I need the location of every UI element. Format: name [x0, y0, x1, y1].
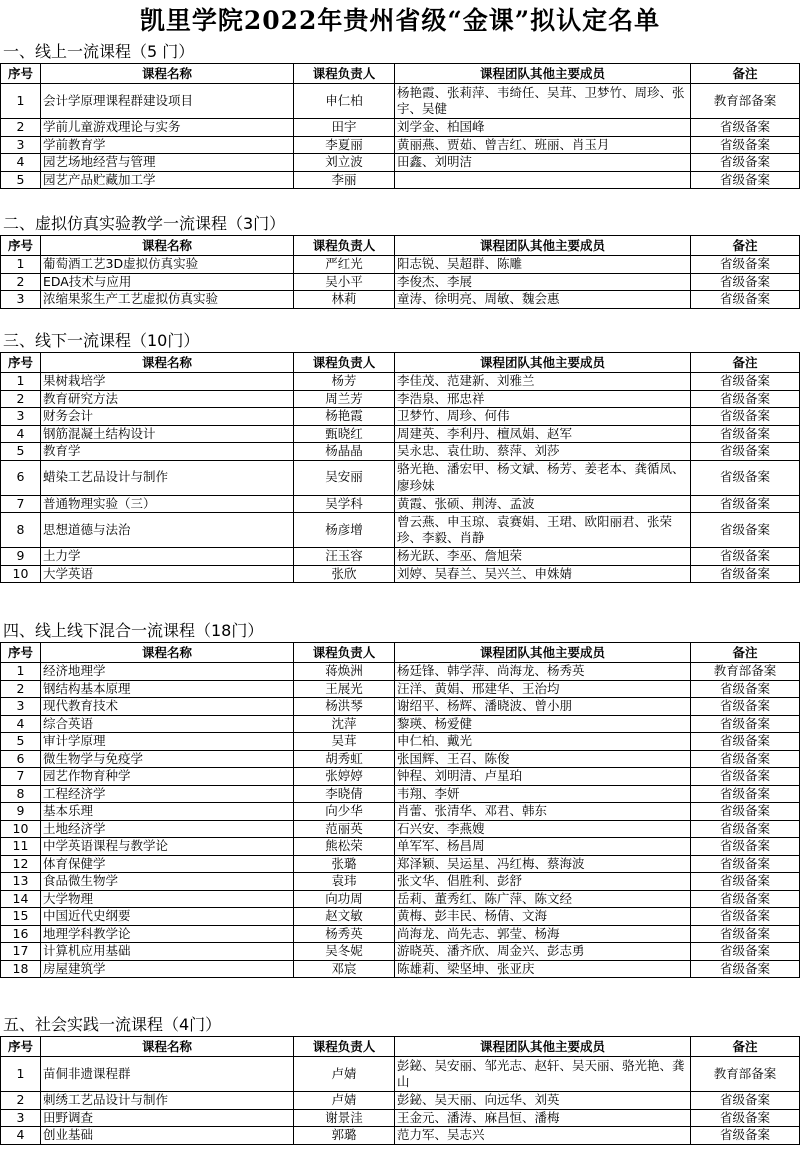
course-lead: 蒋焕洲 — [294, 663, 395, 681]
table-row — [1, 908, 800, 926]
table-row — [1, 1092, 800, 1110]
course-lead: 张婷婷 — [294, 768, 395, 786]
course-lead: 胡秀虹 — [294, 750, 395, 768]
row-index: 5 — [1, 171, 41, 189]
table-row — [1, 715, 800, 733]
course-name: 微生物学与免疫学 — [41, 750, 294, 768]
remark: 省级备案 — [691, 838, 800, 856]
course-lead: 田宇 — [294, 119, 395, 137]
course-name: 基本乐理 — [41, 803, 294, 821]
team-members: 范力军、吴志兴 — [395, 1127, 691, 1145]
course-table — [0, 63, 800, 189]
row-index: 3 — [1, 291, 41, 309]
header-index: 序号 — [1, 1037, 41, 1057]
course-lead: 杨洪琴 — [294, 698, 395, 716]
remark: 省级备案 — [691, 768, 800, 786]
row-index: 7 — [1, 768, 41, 786]
team-members: 张国辉、王召、陈俊 — [395, 750, 691, 768]
team-members: 石兴安、李燕嫂 — [395, 820, 691, 838]
section-social-practice — [0, 1014, 800, 1145]
course-lead: 林莉 — [294, 291, 395, 309]
row-index: 4 — [1, 1127, 41, 1145]
team-members: 黎瑛、杨爱健 — [395, 715, 691, 733]
header-course-lead: 课程负责人 — [294, 64, 395, 84]
team-members: 骆光艳、潘宏甲、杨文斌、杨芳、姜老本、龚循凤、廖珍妹 — [395, 460, 691, 495]
course-lead: 袁玮 — [294, 873, 395, 891]
table-row — [1, 171, 800, 189]
remark: 省级备案 — [691, 943, 800, 961]
header-team-members: 课程团队其他主要成员 — [395, 1037, 691, 1057]
row-index: 3 — [1, 408, 41, 426]
team-members: 游晓英、潘齐欣、周金兴、彭志勇 — [395, 943, 691, 961]
team-members: 阳志锐、吴超群、陈雕 — [395, 256, 691, 274]
remark: 省级备案 — [691, 119, 800, 137]
course-lead: 沈萍 — [294, 715, 395, 733]
course-lead: 严红光 — [294, 256, 395, 274]
course-name: 浓缩果浆生产工艺虚拟仿真实验 — [41, 291, 294, 309]
course-lead: 吴安丽 — [294, 460, 395, 495]
row-index: 8 — [1, 785, 41, 803]
table-row — [1, 443, 800, 461]
course-name: 学前教育学 — [41, 136, 294, 154]
team-members: 周建英、李利丹、檀凤娟、赵军 — [395, 425, 691, 443]
team-members: 刘婷、吴春兰、吴兴兰、申姝婧 — [395, 565, 691, 583]
course-lead: 杨艳霞 — [294, 408, 395, 426]
course-name: 土力学 — [41, 548, 294, 566]
course-lead: 李丽 — [294, 171, 395, 189]
table-row — [1, 119, 800, 137]
team-members: 曾云燕、申玉琼、袁赛娟、王珺、欧阳丽君、张荣珍、李毅、肖静 — [395, 513, 691, 548]
course-lead: 邓宸 — [294, 960, 395, 978]
table-row — [1, 136, 800, 154]
course-lead: 杨彦增 — [294, 513, 395, 548]
course-name: 田野调查 — [41, 1109, 294, 1127]
header-index: 序号 — [1, 64, 41, 84]
header-course-lead: 课程负责人 — [294, 236, 395, 256]
remark: 省级备案 — [691, 733, 800, 751]
row-index: 2 — [1, 1092, 41, 1110]
team-members: 李浩泉、邢忠祥 — [395, 390, 691, 408]
course-name: 财务会计 — [41, 408, 294, 426]
course-lead: 杨晶晶 — [294, 443, 395, 461]
remark: 教育部备案 — [691, 84, 800, 119]
course-lead: 李夏丽 — [294, 136, 395, 154]
row-index: 4 — [1, 425, 41, 443]
course-table — [0, 642, 800, 978]
table-row — [1, 890, 800, 908]
remark: 省级备案 — [691, 425, 800, 443]
row-index: 13 — [1, 873, 41, 891]
row-index: 14 — [1, 890, 41, 908]
table-row — [1, 733, 800, 751]
course-name: 工程经济学 — [41, 785, 294, 803]
table-row — [1, 925, 800, 943]
remark: 省级备案 — [691, 256, 800, 274]
row-index: 1 — [1, 84, 41, 119]
team-members: 卫梦竹、周珍、何伟 — [395, 408, 691, 426]
team-members: 黄丽燕、贾茹、曾吉红、班丽、肖玉月 — [395, 136, 691, 154]
remark: 省级备案 — [691, 390, 800, 408]
team-members: 李佳茂、范建新、刘雅兰 — [395, 373, 691, 391]
header-course-name: 课程名称 — [41, 353, 294, 373]
row-index: 10 — [1, 565, 41, 583]
course-lead: 卢婧 — [294, 1092, 395, 1110]
header-course-name: 课程名称 — [41, 1037, 294, 1057]
table-row — [1, 855, 800, 873]
table-row — [1, 273, 800, 291]
course-name: 园艺产品贮藏加工学 — [41, 171, 294, 189]
remark: 省级备案 — [691, 443, 800, 461]
course-name: 大学英语 — [41, 565, 294, 583]
table-header-row — [1, 1037, 800, 1057]
row-index: 5 — [1, 443, 41, 461]
course-name: 创业基础 — [41, 1127, 294, 1145]
team-members: 刘学金、柏国峰 — [395, 119, 691, 137]
remark: 省级备案 — [691, 960, 800, 978]
course-name: 中学英语课程与教学论 — [41, 838, 294, 856]
row-index: 10 — [1, 820, 41, 838]
row-index: 2 — [1, 273, 41, 291]
course-name: 体育保健学 — [41, 855, 294, 873]
table-row — [1, 291, 800, 309]
remark: 省级备案 — [691, 291, 800, 309]
remark: 省级备案 — [691, 171, 800, 189]
team-members: 郑泽颖、吴运星、冯红梅、蔡海波 — [395, 855, 691, 873]
section-heading: 三、线下一流课程（10门） — [3, 331, 200, 350]
course-name: 审计学原理 — [41, 733, 294, 751]
course-name: 果树栽培学 — [41, 373, 294, 391]
course-lead: 谢景洼 — [294, 1109, 395, 1127]
course-table — [0, 352, 800, 583]
row-index: 7 — [1, 495, 41, 513]
course-lead: 刘立波 — [294, 154, 395, 172]
course-name: 普通物理实验（三） — [41, 495, 294, 513]
course-lead: 熊松荣 — [294, 838, 395, 856]
row-index: 9 — [1, 548, 41, 566]
course-name: 经济地理学 — [41, 663, 294, 681]
table-row — [1, 698, 800, 716]
course-name: 钢筋混凝土结构设计 — [41, 425, 294, 443]
table-header-row — [1, 643, 800, 663]
section-heading: 二、虚拟仿真实验教学一流课程（3门） — [3, 214, 286, 233]
table-row — [1, 768, 800, 786]
team-members: 杨艳霞、张莉萍、韦绮任、吴茸、卫梦竹、周珍、张宇、吴健 — [395, 84, 691, 119]
course-lead: 赵文敏 — [294, 908, 395, 926]
course-name: 蜡染工艺品设计与制作 — [41, 460, 294, 495]
table-row — [1, 425, 800, 443]
row-index: 6 — [1, 750, 41, 768]
header-course-name: 课程名称 — [41, 236, 294, 256]
course-lead: 吴学科 — [294, 495, 395, 513]
remark: 省级备案 — [691, 408, 800, 426]
row-index: 2 — [1, 390, 41, 408]
course-lead: 李晓倩 — [294, 785, 395, 803]
remark: 省级备案 — [691, 154, 800, 172]
table-row — [1, 548, 800, 566]
table-header-row — [1, 236, 800, 256]
table-row — [1, 373, 800, 391]
section-heading: 四、线上线下混合一流课程（18门） — [3, 621, 264, 640]
table-row — [1, 84, 800, 119]
table-row — [1, 408, 800, 426]
table-row — [1, 680, 800, 698]
remark: 教育部备案 — [691, 1057, 800, 1092]
row-index: 4 — [1, 154, 41, 172]
header-course-name: 课程名称 — [41, 643, 294, 663]
header-remark: 备注 — [691, 236, 800, 256]
table-row — [1, 154, 800, 172]
row-index: 8 — [1, 513, 41, 548]
header-remark: 备注 — [691, 64, 800, 84]
table-row — [1, 873, 800, 891]
header-remark: 备注 — [691, 353, 800, 373]
team-members: 黄霞、张硕、荆涛、孟波 — [395, 495, 691, 513]
table-row — [1, 1109, 800, 1127]
table-header-row — [1, 64, 800, 84]
table-row — [1, 750, 800, 768]
remark: 教育部备案 — [691, 663, 800, 681]
table-row — [1, 513, 800, 548]
table-row — [1, 1057, 800, 1092]
team-members: 田鑫、刘明洁 — [395, 154, 691, 172]
table-row — [1, 960, 800, 978]
remark: 省级备案 — [691, 1127, 800, 1145]
table-row — [1, 256, 800, 274]
course-name: 教育研究方法 — [41, 390, 294, 408]
section-virtual-sim — [0, 213, 800, 309]
team-members: 钟程、刘明清、卢星珀 — [395, 768, 691, 786]
course-lead: 吴小平 — [294, 273, 395, 291]
remark: 省级备案 — [691, 565, 800, 583]
course-name: 房屋建筑学 — [41, 960, 294, 978]
course-name: 地理学科教学论 — [41, 925, 294, 943]
row-index: 3 — [1, 698, 41, 716]
row-index: 17 — [1, 943, 41, 961]
course-lead: 郭璐 — [294, 1127, 395, 1145]
course-table — [0, 235, 800, 309]
team-members: 黄梅、彭丰民、杨倩、文海 — [395, 908, 691, 926]
course-lead: 甄晓红 — [294, 425, 395, 443]
team-members: 王金元、潘涛、麻昌恒、潘梅 — [395, 1109, 691, 1127]
table-row — [1, 495, 800, 513]
header-remark: 备注 — [691, 1037, 800, 1057]
team-members: 杨光跃、李巫、詹旭荣 — [395, 548, 691, 566]
team-members: 肖蕾、张清华、邓君、韩东 — [395, 803, 691, 821]
remark: 省级备案 — [691, 925, 800, 943]
row-index: 6 — [1, 460, 41, 495]
team-members: 尚海龙、尚先志、郭莹、杨海 — [395, 925, 691, 943]
section-heading: 一、线上一流课程（5 门） — [3, 42, 195, 61]
team-members: 吴永忠、袁仕助、蔡萍、刘莎 — [395, 443, 691, 461]
course-name: 钢结构基本原理 — [41, 680, 294, 698]
remark: 省级备案 — [691, 715, 800, 733]
table-row — [1, 803, 800, 821]
remark: 省级备案 — [691, 548, 800, 566]
course-name: 会计学原理课程群建设项目 — [41, 84, 294, 119]
table-row — [1, 785, 800, 803]
remark: 省级备案 — [691, 785, 800, 803]
remark: 省级备案 — [691, 513, 800, 548]
section-online — [0, 41, 800, 189]
course-name: 葡萄酒工艺3D虚拟仿真实验 — [41, 256, 294, 274]
row-index: 16 — [1, 925, 41, 943]
team-members: 李俊杰、李展 — [395, 273, 691, 291]
team-members: 陈雄莉、梁坚坤、张亚庆 — [395, 960, 691, 978]
remark: 省级备案 — [691, 908, 800, 926]
header-team-members: 课程团队其他主要成员 — [395, 236, 691, 256]
header-course-name: 课程名称 — [41, 64, 294, 84]
team-members: 张文华、倡胜利、彭舒 — [395, 873, 691, 891]
course-name: 中国近代史纲要 — [41, 908, 294, 926]
header-index: 序号 — [1, 353, 41, 373]
remark: 省级备案 — [691, 1109, 800, 1127]
row-index: 1 — [1, 256, 41, 274]
course-lead: 卢婧 — [294, 1057, 395, 1092]
remark: 省级备案 — [691, 373, 800, 391]
course-lead: 张璐 — [294, 855, 395, 873]
table-row — [1, 820, 800, 838]
remark: 省级备案 — [691, 803, 800, 821]
header-course-lead: 课程负责人 — [294, 1037, 395, 1057]
table-row — [1, 390, 800, 408]
team-members: 童涛、徐明亮、周敏、魏会惠 — [395, 291, 691, 309]
course-name: 计算机应用基础 — [41, 943, 294, 961]
table-header-row — [1, 353, 800, 373]
remark: 省级备案 — [691, 273, 800, 291]
course-name: EDA技术与应用 — [41, 273, 294, 291]
section-blended — [0, 620, 800, 978]
team-members: 岳莉、董秀红、陈广萍、陈文经 — [395, 890, 691, 908]
row-index: 1 — [1, 1057, 41, 1092]
row-index: 15 — [1, 908, 41, 926]
course-lead: 王展光 — [294, 680, 395, 698]
table-row — [1, 943, 800, 961]
row-index: 2 — [1, 680, 41, 698]
row-index: 3 — [1, 1109, 41, 1127]
team-members — [395, 171, 691, 189]
table-row — [1, 663, 800, 681]
table-row — [1, 838, 800, 856]
section-offline — [0, 330, 800, 583]
row-index: 4 — [1, 715, 41, 733]
remark: 省级备案 — [691, 495, 800, 513]
row-index: 9 — [1, 803, 41, 821]
team-members: 单军军、杨昌周 — [395, 838, 691, 856]
course-lead: 吴冬妮 — [294, 943, 395, 961]
team-members: 申仁柏、戴光 — [395, 733, 691, 751]
remark: 省级备案 — [691, 750, 800, 768]
table-row — [1, 460, 800, 495]
course-lead: 申仁柏 — [294, 84, 395, 119]
course-name: 综合英语 — [41, 715, 294, 733]
course-lead: 向功周 — [294, 890, 395, 908]
course-name: 教育学 — [41, 443, 294, 461]
team-members: 韦翔、李妍 — [395, 785, 691, 803]
table-row — [1, 1127, 800, 1145]
row-index: 2 — [1, 119, 41, 137]
table-row — [1, 565, 800, 583]
remark: 省级备案 — [691, 1092, 800, 1110]
course-name: 思想道德与法治 — [41, 513, 294, 548]
course-lead: 张欣 — [294, 565, 395, 583]
header-team-members: 课程团队其他主要成员 — [395, 64, 691, 84]
course-lead: 汪玉容 — [294, 548, 395, 566]
course-name: 大学物理 — [41, 890, 294, 908]
row-index: 5 — [1, 733, 41, 751]
team-members: 谢绍平、杨辉、潘晓波、曾小朋 — [395, 698, 691, 716]
remark: 省级备案 — [691, 890, 800, 908]
row-index: 12 — [1, 855, 41, 873]
row-index: 1 — [1, 663, 41, 681]
section-heading: 五、社会实践一流课程（4门） — [3, 1015, 222, 1034]
course-name: 学前儿童游戏理论与实务 — [41, 119, 294, 137]
remark: 省级备案 — [691, 873, 800, 891]
team-members: 彭鉍、吴安丽、邹光志、赵轩、吴天丽、骆光艳、龚山 — [395, 1057, 691, 1092]
header-team-members: 课程团队其他主要成员 — [395, 643, 691, 663]
header-course-lead: 课程负责人 — [294, 643, 395, 663]
course-name: 刺绣工艺品设计与制作 — [41, 1092, 294, 1110]
remark: 省级备案 — [691, 698, 800, 716]
course-table — [0, 1036, 800, 1145]
remark: 省级备案 — [691, 855, 800, 873]
course-lead: 杨芳 — [294, 373, 395, 391]
header-course-lead: 课程负责人 — [294, 353, 395, 373]
row-index: 11 — [1, 838, 41, 856]
course-lead: 范丽英 — [294, 820, 395, 838]
header-index: 序号 — [1, 236, 41, 256]
course-name: 苗侗非遗课程群 — [41, 1057, 294, 1092]
course-lead: 向少华 — [294, 803, 395, 821]
header-remark: 备注 — [691, 643, 800, 663]
course-name: 土地经济学 — [41, 820, 294, 838]
remark: 省级备案 — [691, 680, 800, 698]
team-members: 彭鉍、吴天丽、向远华、刘英 — [395, 1092, 691, 1110]
remark: 省级备案 — [691, 136, 800, 154]
course-name: 园艺场地经营与管理 — [41, 154, 294, 172]
row-index: 18 — [1, 960, 41, 978]
remark: 省级备案 — [691, 460, 800, 495]
team-members: 汪洋、黄娟、邢建华、王治均 — [395, 680, 691, 698]
page-title: 凯里学院2022年贵州省级“金课”拟认定名单 — [139, 6, 661, 35]
team-members: 杨廷锋、韩学萍、尚海龙、杨秀英 — [395, 663, 691, 681]
course-name: 食品微生物学 — [41, 873, 294, 891]
row-index: 1 — [1, 373, 41, 391]
course-lead: 吴茸 — [294, 733, 395, 751]
course-name: 园艺作物育种学 — [41, 768, 294, 786]
remark: 省级备案 — [691, 820, 800, 838]
course-name: 现代教育技术 — [41, 698, 294, 716]
course-lead: 周兰芳 — [294, 390, 395, 408]
header-index: 序号 — [1, 643, 41, 663]
course-lead: 杨秀英 — [294, 925, 395, 943]
header-team-members: 课程团队其他主要成员 — [395, 353, 691, 373]
row-index: 3 — [1, 136, 41, 154]
